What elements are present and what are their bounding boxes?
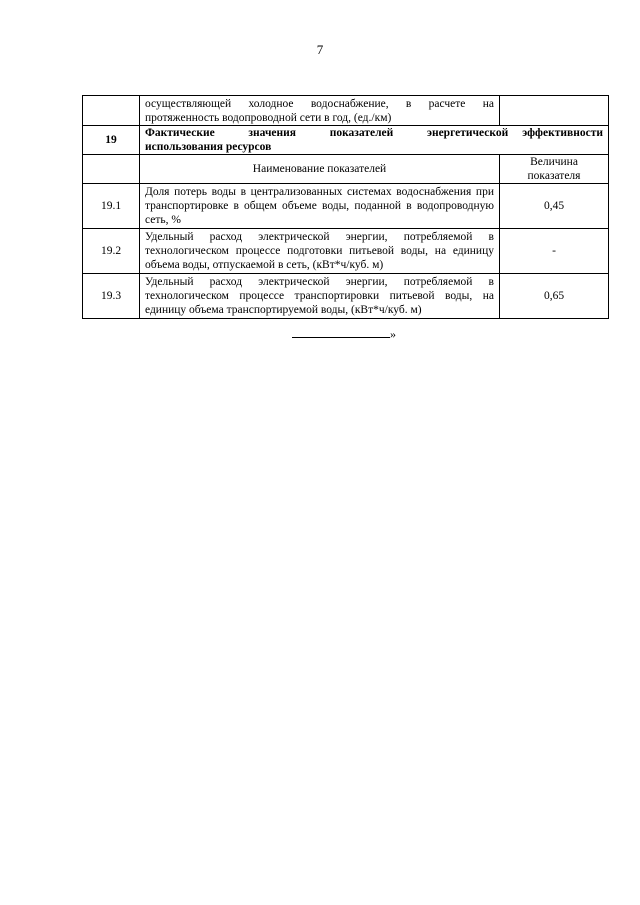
table-header-row [83,155,609,184]
header-name: Наименование показателей [140,155,500,184]
section-title-part1: Фактические значения показателей энергетической [145,127,509,139]
closing-quote: » [390,327,396,341]
row-name: Доля потерь воды в централизованных системах водоснабжения при транспортировке в общем объеме воды, поданной в водопроводную сеть, % [140,184,500,229]
table-row-continued [83,96,609,126]
section-title-part3: использования ресурсов [145,141,272,153]
section-title [140,126,609,155]
closing-underline [292,326,390,338]
row-number: 19.3 [83,274,140,319]
header-empty-cell [83,155,140,184]
row-value: - [500,229,609,274]
section-title-part2: эффективности [522,127,603,139]
row-number-cell [83,96,140,126]
row-value: 0,65 [500,274,609,319]
row-value: 0,45 [500,184,609,229]
row-value-cell [500,96,609,126]
row-name: Удельный расход электрической энергии, потребляемой в технологическом процессе транспортировки питьевой воды, на единицу объема транспортируемой воды, (кВт*ч/куб. м) [140,274,500,319]
table-row [83,229,609,274]
header-value: Величина показателя [500,155,609,184]
closing-mark [292,326,396,342]
row-name-cell: осуществляющей холодное водоснабжение, в расчете на протяженность водопроводной сети в год, (ед./км) [140,96,500,126]
indicators-table [82,95,609,319]
row-number: 19.2 [83,229,140,274]
table-row [83,184,609,229]
row-number: 19.1 [83,184,140,229]
section-number: 19 [83,126,140,155]
table-row [83,274,609,319]
page-number: 7 [316,42,324,57]
row-name: Удельный расход электрической энергии, потребляемой в технологическом процессе подготовки питьевой воды, на единицу объема воды, отпускаемой в сеть, (кВт*ч/куб. м) [140,229,500,274]
table-row-section [83,126,609,155]
